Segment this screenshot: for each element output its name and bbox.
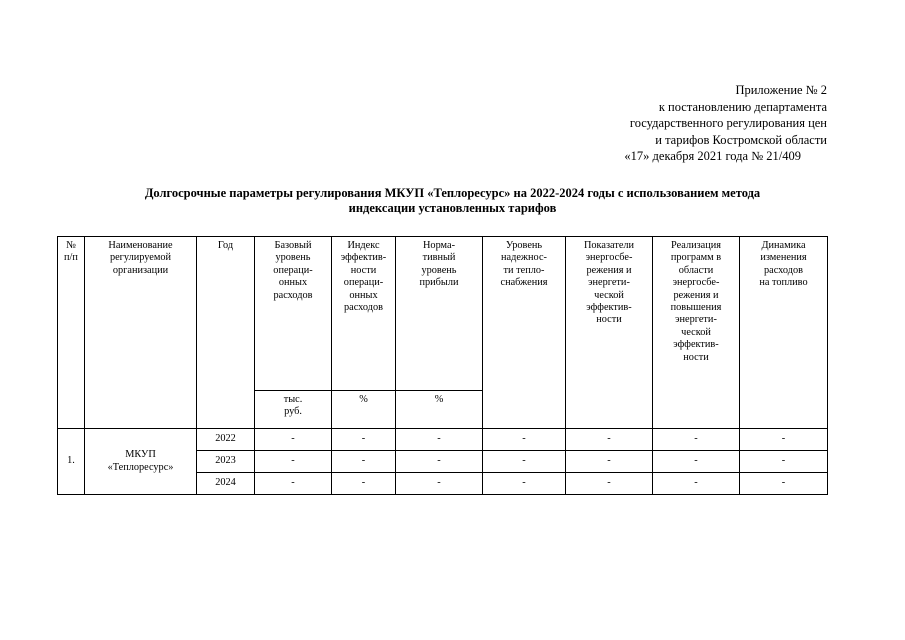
- cell-value: -: [483, 451, 566, 473]
- unit-profit-level: %: [396, 391, 483, 429]
- appendix-line: «17» декабря 2021 года № 21/409: [624, 149, 801, 163]
- header-num: № п/п: [58, 237, 85, 429]
- unit-efficiency-index: %: [332, 391, 396, 429]
- row-number: 1.: [58, 429, 85, 495]
- cell-value: -: [396, 473, 483, 495]
- cell-value: -: [255, 451, 332, 473]
- header-energy-indicators: Показатели энергосбе- режения и энергети- ческой эффектив- ности: [566, 237, 653, 429]
- cell-value: -: [332, 451, 396, 473]
- table-row: [58, 429, 828, 451]
- cell-value: -: [255, 429, 332, 451]
- cell-value: -: [653, 451, 740, 473]
- cell-value: -: [740, 451, 828, 473]
- appendix-line: государственного регулирования цен: [629, 116, 827, 130]
- cell-value: -: [483, 429, 566, 451]
- cell-value: -: [396, 451, 483, 473]
- cell-value: -: [483, 473, 566, 495]
- cell-value: -: [396, 429, 483, 451]
- cell-year: 2024: [197, 473, 255, 495]
- cell-value: -: [332, 429, 396, 451]
- appendix-line: к постановлению департамента: [658, 99, 827, 114]
- header-year: Год: [197, 237, 255, 429]
- appendix-line: и тарифов Костромской области: [655, 132, 827, 147]
- header-base-costs: Базовый уровень операци- онных расходов: [255, 237, 332, 391]
- cell-value: -: [740, 429, 828, 451]
- org-name: МКУП «Теплоресурс»: [85, 429, 197, 495]
- header-programs: Реализация программ в области энергосбе- режения и повышения энергети- ческой эффектив- ности: [653, 237, 740, 429]
- cell-value: -: [255, 473, 332, 495]
- header-profit-level: Норма- тивный уровень прибыли: [396, 237, 483, 391]
- cell-value: -: [740, 473, 828, 495]
- header-fuel-dynamics: Динамика изменения расходов на топливо: [740, 237, 828, 429]
- cell-value: -: [566, 451, 653, 473]
- title-line: индексации установленных тарифов: [348, 201, 557, 215]
- cell-value: -: [653, 473, 740, 495]
- cell-value: -: [566, 473, 653, 495]
- header-reliability: Уровень надежнос- ти тепло- снабжения: [483, 237, 566, 429]
- header-efficiency-index: Индекс эффектив- ности операци- онных расходов: [332, 237, 396, 391]
- document-title: [60, 186, 845, 216]
- parameters-table: [57, 236, 828, 495]
- unit-base-costs: тыс. руб.: [255, 391, 332, 429]
- cell-value: -: [566, 429, 653, 451]
- cell-value: -: [332, 473, 396, 495]
- cell-year: 2023: [197, 451, 255, 473]
- appendix-block: [624, 82, 827, 165]
- cell-year: 2022: [197, 429, 255, 451]
- cell-value: -: [653, 429, 740, 451]
- appendix-line: Приложение № 2: [735, 83, 827, 97]
- header-org: Наименование регулируемой организации: [85, 237, 197, 429]
- title-line: Долгосрочные параметры регулирования МКУП «Теплоресурс» на 2022-2024 годы с использованием метода: [144, 186, 761, 200]
- header-row: [58, 237, 828, 391]
